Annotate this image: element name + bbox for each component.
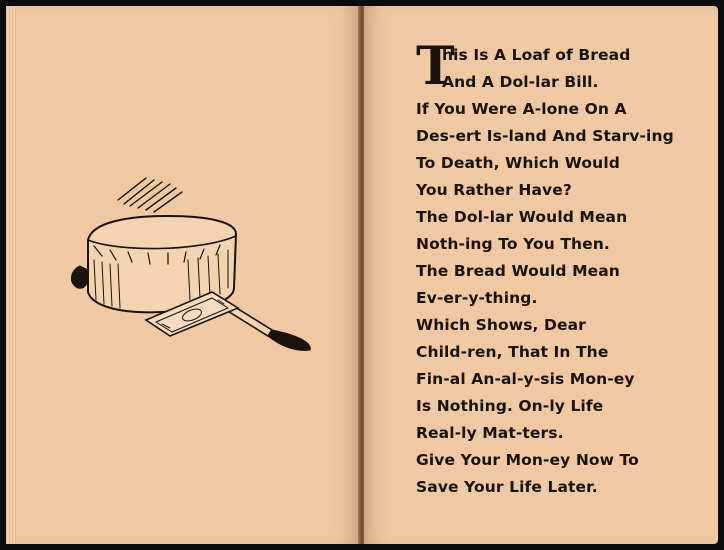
verse-line: Give Your Mon-ey Now To <box>416 451 639 469</box>
page-edges <box>6 6 16 544</box>
verse-line: Which Shows, Dear <box>416 316 586 334</box>
verse-line: The Dol-lar Would Mean <box>416 208 628 226</box>
right-page-verse <box>416 36 674 501</box>
verse-line: Des-ert Is-land And Starv-ing <box>416 127 674 145</box>
verse-line: The Bread Would Mean <box>416 262 620 280</box>
verse-line: Real-ly Mat-ters. <box>416 424 564 442</box>
verse-line: Is Nothing. On-ly Life <box>416 397 604 415</box>
verse-line: Ev-er-y-thing. <box>416 289 538 307</box>
drop-cap-letter: T <box>416 36 455 97</box>
verse-line: To Death, Which Would <box>416 154 620 172</box>
verse-line: Child-ren, That In The <box>416 343 609 361</box>
verse-line: Fin-al An-al-y-sis Mon-ey <box>416 370 635 388</box>
verse-line: Save Your Life Later. <box>416 478 598 496</box>
bread-and-dollar-bill-illustration <box>58 160 318 370</box>
verse-line: his Is A Loaf of Bread <box>442 46 631 64</box>
verse-line: Noth-ing To You Then. <box>416 235 610 253</box>
verse-line: And A Dol-lar Bill. <box>442 73 599 91</box>
verse-line: If You Were A-lone On A <box>416 100 627 118</box>
verse-line: You Rather Have? <box>416 181 572 199</box>
bleed-through-text <box>268 54 278 110</box>
